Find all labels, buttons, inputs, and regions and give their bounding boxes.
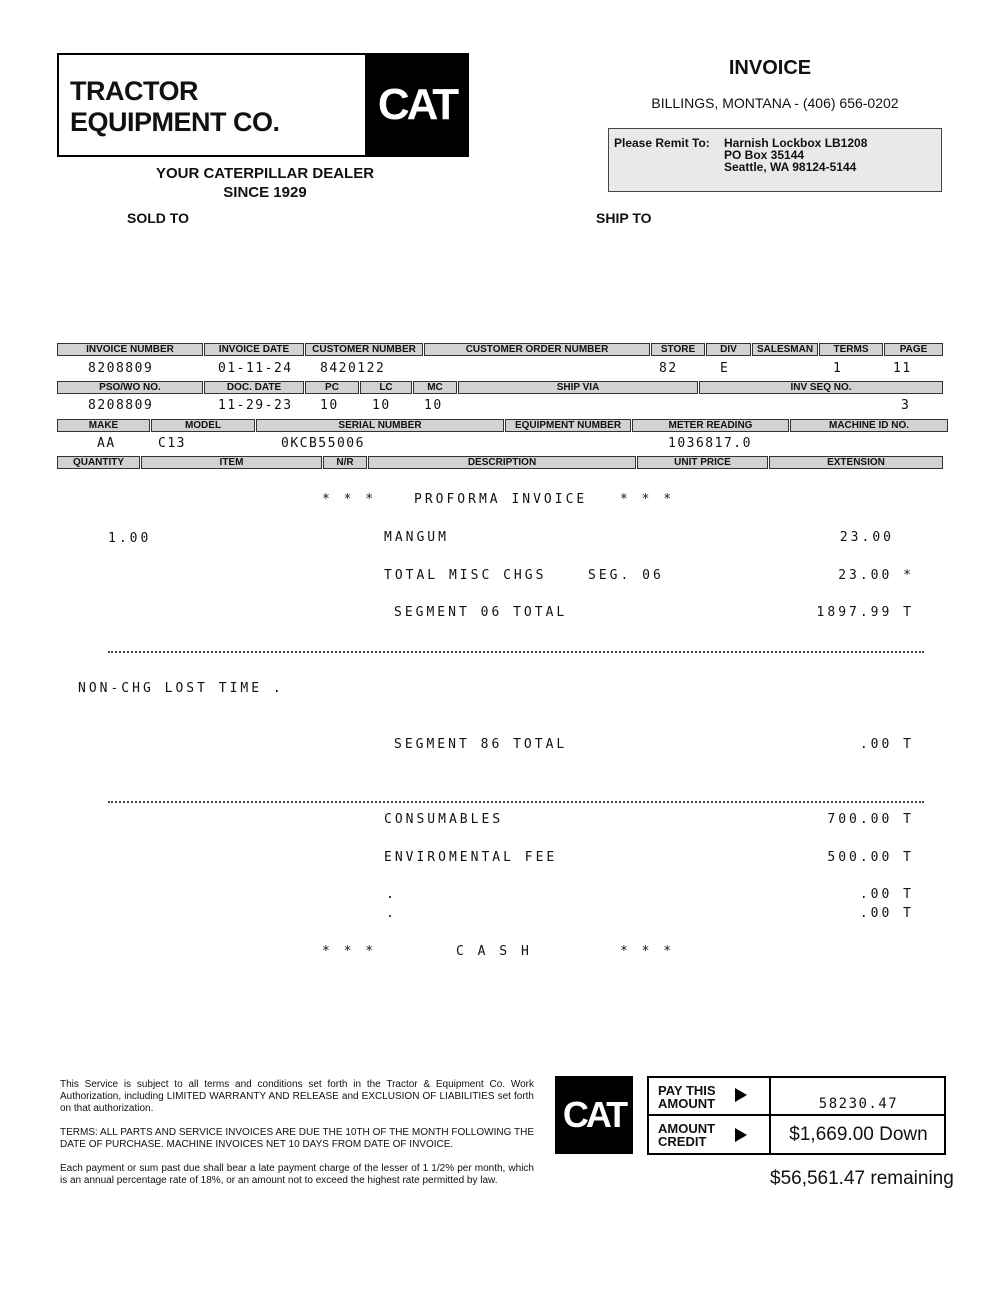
hdr-serial-number: SERIAL NUMBER xyxy=(256,419,504,432)
doc-date: 11-29-23 xyxy=(218,398,293,413)
hdr-invoice-date: INVOICE DATE xyxy=(204,343,304,356)
serial-number: 0KCB55006 xyxy=(281,436,365,451)
hdr-ship-via: SHIP VIA xyxy=(458,381,698,394)
dealer-logo-text xyxy=(70,76,280,138)
hdr-terms: TERMS xyxy=(819,343,883,356)
environmental-fee-label: ENVIROMENTAL FEE xyxy=(384,850,558,865)
consumables-label: CONSUMABLES xyxy=(384,812,504,827)
hdr-lc: LC xyxy=(360,381,412,394)
hdr-customer-number: CUSTOMER NUMBER xyxy=(305,343,423,356)
hdr-store: STORE xyxy=(651,343,705,356)
line1-description: MANGUM xyxy=(384,530,449,545)
hdr-extension: EXTENSION xyxy=(769,456,943,469)
remit-label: Please Remit To: xyxy=(614,136,710,150)
payment-box xyxy=(647,1076,946,1155)
make: AA xyxy=(97,436,116,451)
hdr-quantity: QUANTITY xyxy=(57,456,140,469)
line1-extension: 23.00 xyxy=(839,530,894,545)
hdr-equipment-number: EQUIPMENT NUMBER xyxy=(505,419,631,432)
hdr-invoice-number: INVOICE NUMBER xyxy=(57,343,203,356)
store: 82 xyxy=(659,361,678,376)
dotted-separator-1 xyxy=(108,651,924,653)
terms-paragraph-2: TERMS: ALL PARTS AND SERVICE INVOICES ARE DUE THE 10TH OF THE MONTH FOLLOWING THE DATE OF PURCHASE. MACHINE INVOICES NET 10 DAYS FROM DATE OF INVOICE. xyxy=(60,1127,534,1150)
line1-quantity: 1.00 xyxy=(108,531,152,546)
amount-credit-label-line1: AMOUNT xyxy=(658,1121,716,1136)
terms-and-conditions xyxy=(60,1079,534,1199)
hdr-model: MODEL xyxy=(151,419,255,432)
cash-stars-left: * * * xyxy=(322,944,377,959)
consumables-amount: 700.00 T xyxy=(827,812,914,827)
terms-paragraph-3: Each payment or sum past due shall bear a late payment charge of the lesser of 1 1/2% per month, which is an annual percentage rate of 18%, or an amount not to exceed the highest rate permitted by law. xyxy=(60,1163,534,1186)
pso-wo-no: 8208809 xyxy=(88,398,154,413)
hdr-page: PAGE xyxy=(884,343,943,356)
misc-charges-label: TOTAL MISC CHGS xyxy=(384,568,547,583)
hdr-meter-reading: METER READING xyxy=(632,419,789,432)
hdr-make: MAKE xyxy=(57,419,150,432)
meter-reading: 1036817.0 xyxy=(668,436,752,451)
dealer-name-line1: TRACTOR xyxy=(70,76,198,106)
pay-this-amount-label xyxy=(658,1084,716,1110)
credit-arrow-icon xyxy=(735,1128,747,1142)
hdr-div: DIV xyxy=(706,343,751,356)
hdr-nr: N/R xyxy=(323,456,367,469)
hdr-mc: MC xyxy=(413,381,457,394)
proforma-title: PROFORMA INVOICE xyxy=(414,492,588,507)
cat-logo: CAT xyxy=(365,53,469,157)
remit-address: Harnish Lockbox LB1208 PO Box 35144 Seattle, WA 98124-5144 xyxy=(724,136,868,174)
environmental-fee-amount: 500.00 T xyxy=(827,850,914,865)
hdr-unit-price: UNIT PRICE xyxy=(637,456,768,469)
terms-paragraph-1: This Service is subject to all terms and conditions set forth in the Tractor & Equipment Co. Work Authorization, including LIMITED WARRANTY AND RELEASE and EXCLUSION OF LIABILITIES set forth on that authorization. xyxy=(60,1079,534,1114)
blank-line-2-description: . xyxy=(386,906,397,921)
cash-stars-right: * * * xyxy=(620,944,675,959)
remit-to-box xyxy=(608,128,942,192)
terms: 1 xyxy=(833,361,843,376)
cash-label: C A S H xyxy=(456,944,532,959)
proforma-stars-right: * * * xyxy=(620,492,675,507)
payment-box-divider-horizontal xyxy=(649,1114,944,1116)
dotted-separator-2 xyxy=(108,801,924,803)
blank-line-1-description: . xyxy=(386,887,397,902)
hdr-description: DESCRIPTION xyxy=(368,456,636,469)
non-chg-lost-time: NON-CHG LOST TIME . xyxy=(78,681,284,696)
pay-this-label-line1: PAY THIS xyxy=(658,1083,716,1098)
segment-86-total-amount: .00 T xyxy=(859,737,914,752)
pay-this-amount: 58230.47 xyxy=(818,1096,899,1112)
hdr-pc: PC xyxy=(305,381,359,394)
hdr-item: ITEM xyxy=(141,456,322,469)
hdr-customer-order-number: CUSTOMER ORDER NUMBER xyxy=(424,343,650,356)
misc-charges-amount: 23.00 * xyxy=(838,568,914,583)
proforma-stars-left: * * * xyxy=(322,492,377,507)
dealer-tagline-2: SINCE 1929 xyxy=(223,184,307,201)
invoice-title: INVOICE xyxy=(728,57,812,79)
pay-arrow-icon xyxy=(735,1088,747,1102)
blank-line-1-amount: .00 T xyxy=(859,887,914,902)
sold-to-label: SOLD TO xyxy=(127,210,189,226)
remaining-balance: $56,561.47 remaining xyxy=(770,1168,954,1189)
mc: 10 xyxy=(424,398,443,413)
invoice-number: 8208809 xyxy=(88,361,154,376)
amount-credit-label-line2: CREDIT xyxy=(658,1134,707,1149)
dealer-tagline xyxy=(130,164,400,202)
customer-number: 8420122 xyxy=(320,361,386,376)
dealer-city-phone: BILLINGS, MONTANA - (406) 656-0202 xyxy=(651,95,899,111)
segment-06-total-amount: 1897.99 T xyxy=(816,605,914,620)
model: C13 xyxy=(158,436,186,451)
segment-86-total-label: SEGMENT 86 TOTAL xyxy=(394,737,568,752)
inv-seq-no: 3 xyxy=(901,398,911,413)
pay-this-label-line2: AMOUNT xyxy=(658,1096,716,1111)
hdr-salesman: SALESMAN xyxy=(752,343,818,356)
blank-line-2-amount: .00 T xyxy=(859,906,914,921)
cat-logo-bottom: CAT xyxy=(555,1076,633,1154)
pc: 10 xyxy=(320,398,339,413)
lc: 10 xyxy=(372,398,391,413)
dealer-tagline-1: YOUR CATERPILLAR DEALER xyxy=(155,165,375,182)
amount-credit: $1,669.00 Down xyxy=(789,1124,928,1145)
hdr-pso-wo-no: PSO/WO NO. xyxy=(57,381,203,394)
ship-to-label: SHIP TO xyxy=(596,210,652,226)
div: E xyxy=(720,361,730,376)
hdr-inv-seq-no: INV SEQ NO. xyxy=(699,381,943,394)
page-number: 11 xyxy=(893,361,912,376)
hdr-machine-id-no: MACHINE ID NO. xyxy=(790,419,948,432)
invoice-date: 01-11-24 xyxy=(218,361,293,376)
misc-charges-segment: SEG. 06 xyxy=(588,568,664,583)
amount-credit-label xyxy=(658,1122,715,1148)
segment-06-total-label: SEGMENT 06 TOTAL xyxy=(394,605,568,620)
dealer-name-line2: EQUIPMENT CO. xyxy=(70,107,280,137)
hdr-doc-date: DOC. DATE xyxy=(204,381,304,394)
